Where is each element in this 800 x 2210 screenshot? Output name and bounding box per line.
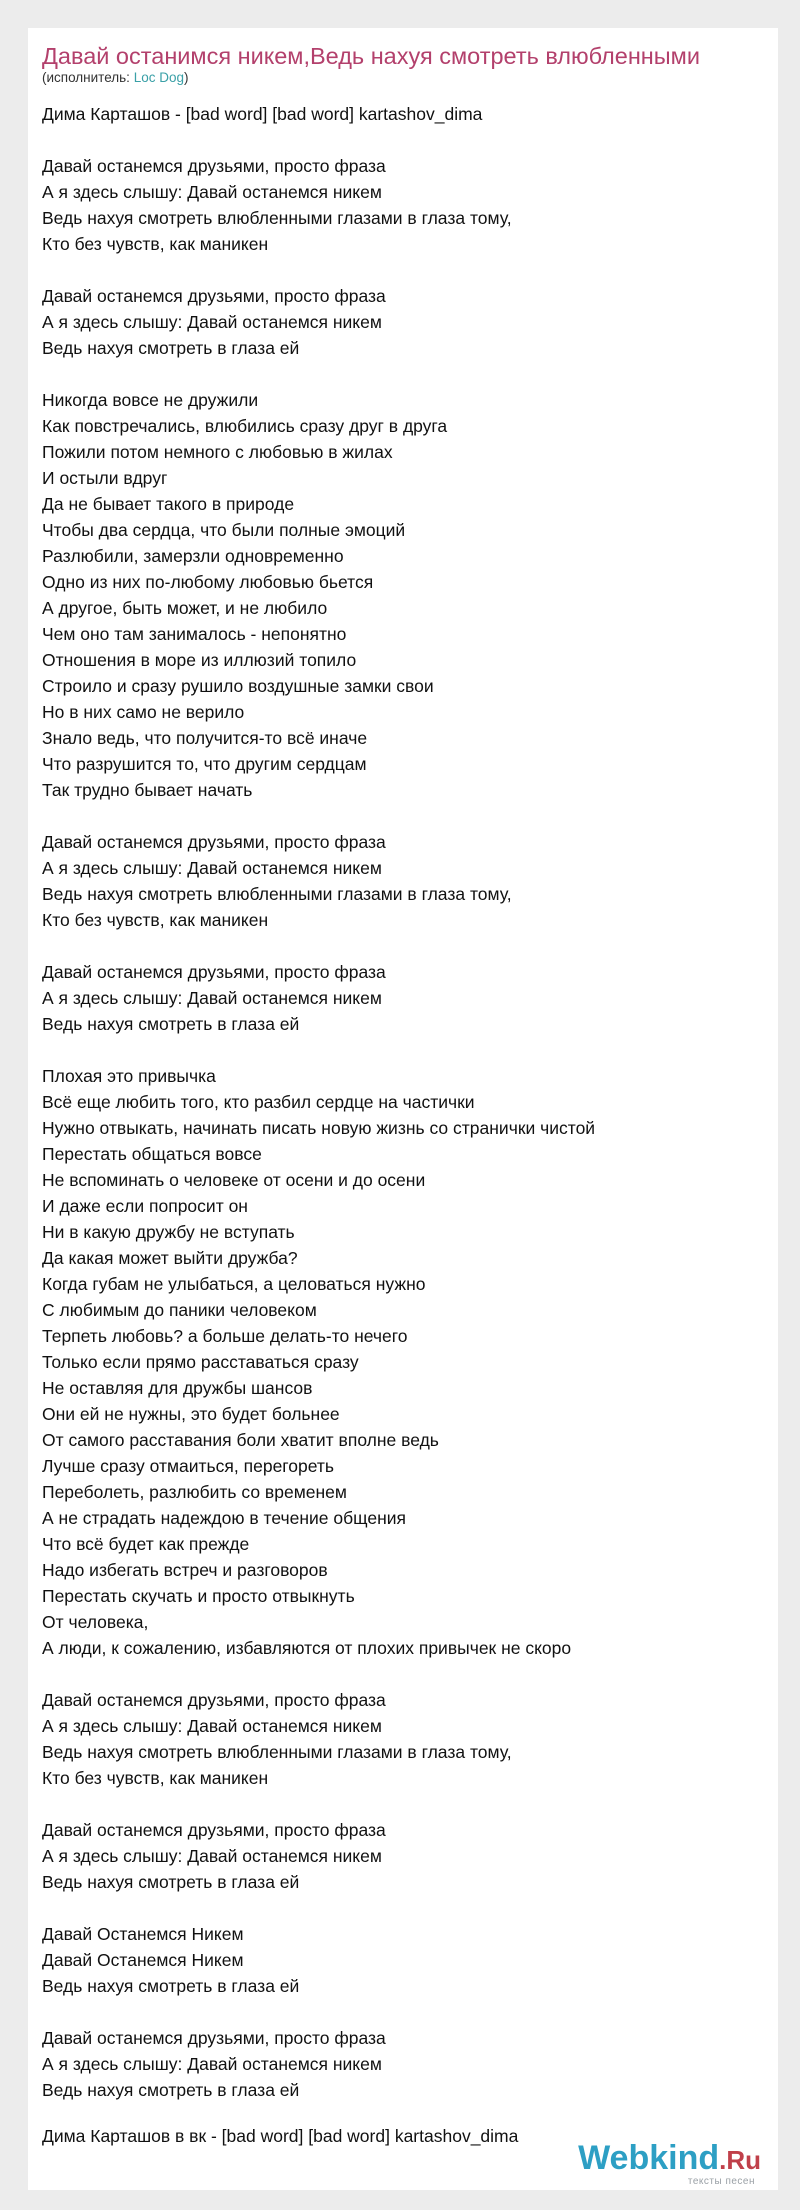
- stanza-gap: [42, 257, 778, 283]
- lyric-line: Кто без чувств, как маникен: [42, 1768, 269, 1788]
- lyric-line: А я здесь слышу: Давай останемся никем: [42, 1846, 382, 1866]
- stanza-gap: [42, 361, 778, 387]
- lyric-line: Давай останемся друзьями, просто фраза: [42, 286, 386, 306]
- lyric-line: Давай останемся друзьями, просто фраза: [42, 962, 386, 982]
- lyric-line: Да какая может выйти дружба?: [42, 1248, 298, 1268]
- lyric-line: А люди, к сожалению, избавляются от плохих привычек не скоро: [42, 1638, 572, 1658]
- lyric-line: Отношения в море из иллюзий топило: [42, 650, 357, 670]
- stanza-gap: [42, 803, 778, 829]
- lyric-line: А не страдать надеждою в течение общения: [42, 1508, 406, 1528]
- lyric-line: Всё еще любить того, кто разбил сердце на частички: [42, 1092, 475, 1112]
- lyric-line: Ведь нахуя смотреть влюбленными глазами в глаза тому,: [42, 1742, 512, 1762]
- lyric-line: Перестать общаться вовсе: [42, 1144, 262, 1164]
- lyric-line: А другое, быть может, и не любило: [42, 598, 328, 618]
- lyric-line: Что разрушится то, что другим сердцам: [42, 754, 367, 774]
- lyric-line: Давай останемся друзьями, просто фраза: [42, 2028, 386, 2048]
- lyric-line: Ведь нахуя смотреть в глаза ей: [42, 338, 300, 358]
- lyric-line: А я здесь слышу: Давай останемся никем: [42, 1716, 382, 1736]
- lyric-line: Никогда вовсе не дружили: [42, 390, 259, 410]
- lyric-line: Давай останемся друзьями, просто фраза: [42, 1820, 386, 1840]
- lyric-line: Одно из них по-любому любовью бьется: [42, 572, 374, 592]
- lyric-line: От человека,: [42, 1612, 149, 1632]
- lyric-line: А я здесь слышу: Давай останемся никем: [42, 988, 382, 1008]
- lyric-line: Давай останемся друзьями, просто фраза: [42, 156, 386, 176]
- lyric-line: Кто без чувств, как маникен: [42, 234, 269, 254]
- lyric-line: Давай останемся друзьями, просто фраза: [42, 832, 386, 852]
- lyric-line: Ведь нахуя смотреть в глаза ей: [42, 1976, 300, 1996]
- lyric-line: Ни в какую дружбу не вступать: [42, 1222, 295, 1242]
- stanza-gap: [42, 933, 778, 959]
- lyric-line: Давай останемся друзьями, просто фраза: [42, 1690, 386, 1710]
- artist-suffix: ): [183, 70, 189, 85]
- lyric-line: Так трудно бывает начать: [42, 780, 253, 800]
- lyric-line: Перестать скучать и просто отвыкнуть: [42, 1586, 355, 1606]
- lyric-line: А я здесь слышу: Давай останемся никем: [42, 312, 382, 332]
- lyric-line: Кто без чувств, как маникен: [42, 910, 269, 930]
- lyric-line: Чем оно там занималось - непонятно: [42, 624, 347, 644]
- lyric-line: Переболеть, разлюбить со временем: [42, 1482, 347, 1502]
- lyric-line: Давай Останемся Никем: [42, 1924, 244, 1944]
- lyric-line: А я здесь слышу: Давай останемся никем: [42, 182, 382, 202]
- lyric-line: Лучше сразу отмаиться, перегореть: [42, 1456, 335, 1476]
- lyric-line: Строило и сразу рушило воздушные замки свои: [42, 676, 434, 696]
- lyric-line: Чтобы два сердца, что были полные эмоций: [42, 520, 406, 540]
- lyric-line: Пожили потом немного с любовью в жилах: [42, 442, 393, 462]
- lyric-line: Не вспоминать о человеке от осени и до осени: [42, 1170, 426, 1190]
- lyric-line: Знало ведь, что получится-то всё иначе: [42, 728, 368, 748]
- song-title: Давай останимся никем,Ведь нахуя смотреть влюбленными: [42, 43, 700, 69]
- lyric-line: Они ей не нужны, это будет больнее: [42, 1404, 340, 1424]
- stanza-gap: [42, 127, 778, 153]
- lyric-line: Ведь нахуя смотреть влюбленными глазами в глаза тому,: [42, 884, 512, 904]
- lyric-line: А я здесь слышу: Давай останемся никем: [42, 2054, 382, 2074]
- lyric-line: Плохая это привычка: [42, 1066, 216, 1086]
- artist-link[interactable]: Loc Dog: [133, 70, 184, 85]
- artist-line: [42, 70, 778, 86]
- lyric-line: Разлюбили, замерзли одновременно: [42, 546, 344, 566]
- logo-tld-text: .Ru: [719, 2145, 761, 2175]
- lyric-line: С любимым до паники человеком: [42, 1300, 317, 1320]
- lyric-line: А я здесь слышу: Давай останемся никем: [42, 858, 382, 878]
- stanza-gap: [42, 1999, 778, 2025]
- stanza-gap: [42, 1895, 778, 1921]
- logo-wordmark: [578, 2138, 761, 2180]
- footer-credit: Дима Карташов в вк - [bad word] [bad word] kartashov_dima: [42, 2126, 519, 2146]
- lyric-line: От самого расставания боли хватит вполне ведь: [42, 1430, 439, 1450]
- lyric-line: Ведь нахуя смотреть в глаза ей: [42, 1014, 300, 1034]
- artist-prefix: (исполнитель:: [42, 70, 134, 85]
- lyric-line: Да не бывает такого в природе: [42, 494, 295, 514]
- lyric-line: И остыли вдруг: [42, 468, 168, 488]
- lyrics-body: [42, 101, 778, 2103]
- logo-main-text: Webkind: [578, 2139, 720, 2177]
- lyric-line: Ведь нахуя смотреть в глаза ей: [42, 1872, 300, 1892]
- lyrics-card: [28, 28, 778, 2190]
- lyric-line: Надо избегать встреч и разговоров: [42, 1560, 328, 1580]
- lyric-line: Только если прямо расставаться сразу: [42, 1352, 359, 1372]
- lyric-line: Ведь нахуя смотреть в глаза ей: [42, 2080, 300, 2100]
- lyric-line: Нужно отвыкать, начинать писать новую жизнь со странички чистой: [42, 1118, 596, 1138]
- lyric-line: Дима Карташов - [bad word] [bad word] kartashov_dima: [42, 104, 483, 124]
- stanza-gap: [42, 1661, 778, 1687]
- lyric-line: Ведь нахуя смотреть влюбленными глазами в глаза тому,: [42, 208, 512, 228]
- lyric-line: Что всё будет как прежде: [42, 1534, 250, 1554]
- stanza-gap: [42, 1791, 778, 1817]
- lyric-line: Как повстречались, влюбились сразу друг в друга: [42, 416, 448, 436]
- logo-tagline: тексты песен: [687, 2176, 755, 2187]
- lyric-line: Не оставляя для дружбы шансов: [42, 1378, 313, 1398]
- lyric-line: Давай Останемся Никем: [42, 1950, 244, 1970]
- site-logo[interactable]: [575, 2138, 765, 2188]
- lyric-line: Терпеть любовь? а больше делать-то нечего: [42, 1326, 408, 1346]
- lyric-line: Когда губам не улыбаться, а целоваться нужно: [42, 1274, 426, 1294]
- stanza-gap: [42, 1037, 778, 1063]
- lyric-line: И даже если попросит он: [42, 1196, 248, 1216]
- lyric-line: Но в них само не верило: [42, 702, 245, 722]
